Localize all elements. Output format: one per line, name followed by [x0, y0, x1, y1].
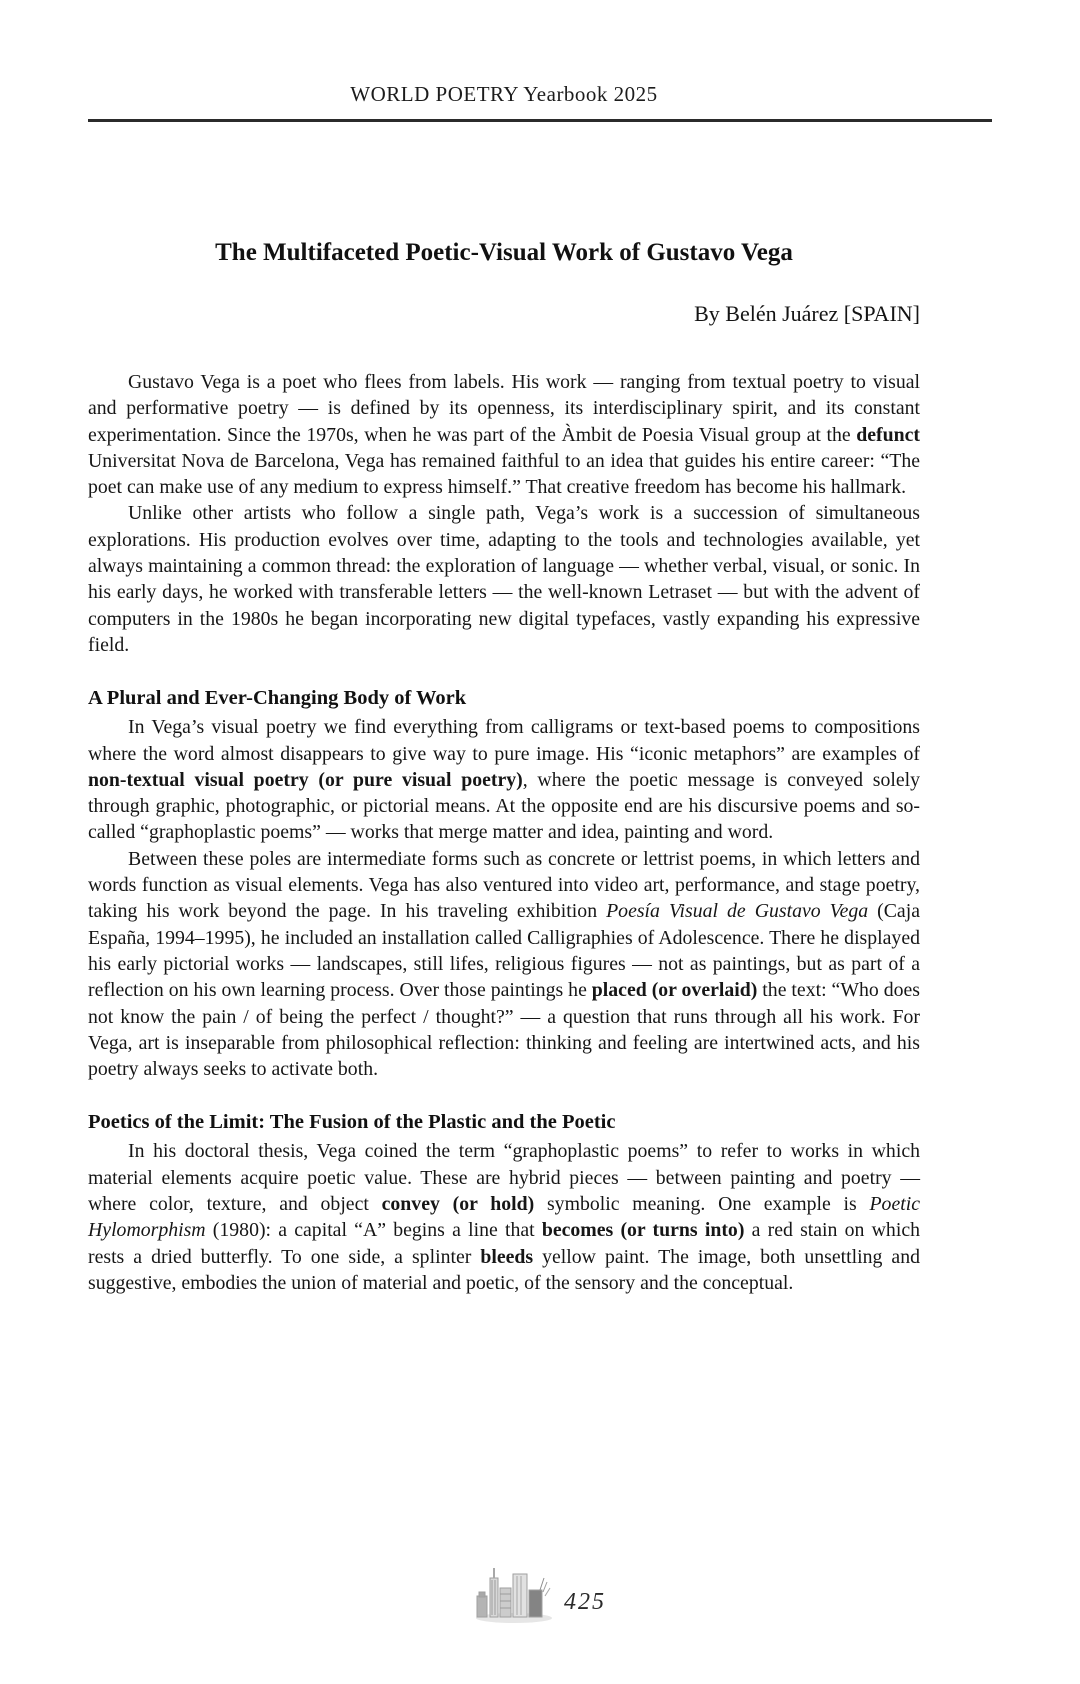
- body-paragraph: Unlike other artists who follow a single path, Vega’s work is a succession of simultaneous explorations. His production evolves over time, adapting to the tools and technologies available, yet always maintaining a common thread: the exploration of language — whether verbal, visual, or sonic. In his early days, he worked with transferable letters — the well-known Letraset — but with the advent of computers in the 1980s he began incorporating new digital typefaces, vastly expanding his expressive field.: [88, 502, 920, 656]
- running-header: WORLD POETRY Yearbook 2025: [350, 82, 658, 106]
- article-title: The Multifaceted Poetic-Visual Work of Gustavo Vega: [215, 239, 793, 266]
- body-paragraph: Gustavo Vega is a poet who flees from labels. His work — ranging from textual poetry to visual and performative poetry — is defined by its openness, its interdisciplinary spirit, and its constant experimentation. Since the 1970s, when he was part of the Àmbit de Poesia Visual group at the defunct Universitat Nova de Barcelona, Vega has remained faithful to an idea that guides his entire career: “The poet can make use of any medium to express himself.” That creative freedom has become his hallmark.: [88, 371, 920, 499]
- body-paragraph: Between these poles are intermediate forms such as concrete or lettrist poems, in which letters and words function as visual elements. Vega has also ventured into video art, performance, and stage poetry, taking his work beyond the page. In his traveling exhibition Poesía Visual de Gustavo Vega (Caja España, 1994–1995), he included an installation called Calligraphies of Adolescence. There he displayed his early pictorial works — landscapes, still lifes, religious figures — not as paintings, but as part of a reflection on his own learning process. Over those paintings he placed (or overlaid) the text: “Who does not know the pain / of being the perfect / thought?” — a question that runs through all his work. For Vega, art is inseparable from philosophical reflection: thinking and feeling are intertwined acts, and his poetry always seeks to activate both.: [88, 847, 920, 1081]
- section-heading: Poetics of the Limit: The Fusion of the Plastic and the Poetic: [88, 1111, 616, 1134]
- header-rule: [88, 119, 992, 122]
- article-body: [88, 369, 920, 1296]
- page-footer: [474, 1560, 606, 1624]
- page-number: 425: [564, 1589, 606, 1615]
- byline: By Belén Juárez [SPAIN]: [694, 301, 920, 326]
- body-paragraph: In Vega’s visual poetry we find everything from calligrams or text-based poems to compositions where the word almost disappears to give way to pure image. His “iconic metaphors” are examples of non-textual visual poetry (or pure visual poetry), where the poetic message is conveyed solely through graphic, photographic, or pictorial means. At the opposite end are his discursive poems and so-called “graphoplastic poems” — works that merge matter and idea, painting and word.: [88, 716, 920, 844]
- body-paragraph: In his doctoral thesis, Vega coined the term “graphoplastic poems” to refer to works in which material elements acquire poetic value. These are hybrid pieces — between painting and poetry — where color, texture, and object convey (or hold) symbolic meaning. One example is Poetic Hylomorphism (1980): a capital “A” begins a line that becomes (or turns into) a red stain on which rests a dried butterfly. To one side, a splinter bleeds yellow paint. The image, both unsettling and suggestive, embodies the union of material and poetic, of the sensory and the conceptual.: [88, 1140, 920, 1294]
- section-heading: A Plural and Ever-Changing Body of Work: [88, 687, 467, 710]
- city-skyline-icon: [474, 1560, 556, 1624]
